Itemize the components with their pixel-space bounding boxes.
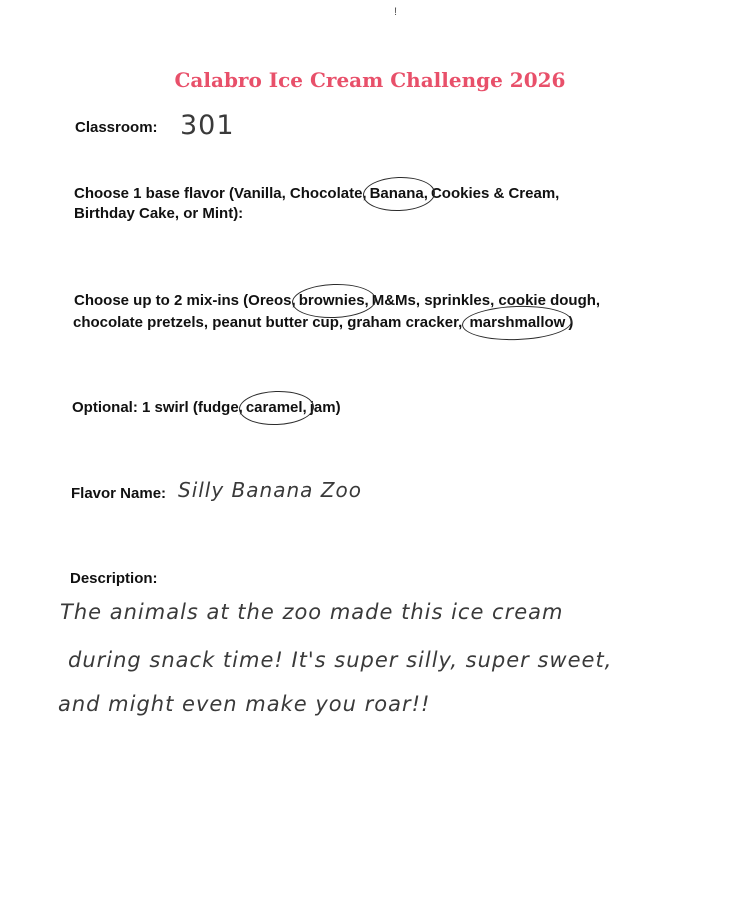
description-line-3: and might even make you roar!! bbox=[58, 692, 431, 716]
classroom-answer: 301 bbox=[180, 110, 235, 141]
page-title: Calabro Ice Cream Challenge 2026 bbox=[174, 68, 566, 92]
stray-mark: ! bbox=[394, 6, 398, 18]
base-flavor-line-2: Birthday Cake, or Mint): bbox=[74, 205, 244, 222]
base-flavor-prompt-start: Choose 1 base flavor (Vanilla, Chocolate, bbox=[74, 185, 367, 202]
swirl-line bbox=[72, 397, 341, 419]
base-flavor-selected: Banana, bbox=[367, 183, 431, 205]
mix-ins-line-2 bbox=[73, 312, 573, 334]
description-line-1: The animals at the zoo made this ice cream bbox=[60, 600, 564, 624]
base-flavor-line-1 bbox=[74, 183, 559, 205]
mix-ins-line2-end: ) bbox=[568, 314, 574, 331]
mix-ins-line2-start: chocolate pretzels, peanut butter cup, graham cracker, bbox=[73, 314, 463, 331]
base-flavor-prompt-end: Cookies & Cream, bbox=[430, 185, 560, 202]
description-label: Description: bbox=[70, 570, 158, 587]
swirl-prompt-start: Optional: 1 swirl (fudge, bbox=[72, 399, 243, 416]
mix-ins-prompt-start: Choose up to 2 mix-ins (Oreos, bbox=[74, 292, 296, 309]
classroom-label: Classroom: bbox=[75, 119, 158, 136]
mix-ins-selected-2: marshmallow bbox=[466, 312, 568, 334]
mix-ins-prompt-middle: M&Ms, sprinkles, cookie dough, bbox=[371, 292, 601, 309]
flavor-name-label: Flavor Name: bbox=[71, 485, 167, 502]
description-line-2: during snack time! It's super silly, super sweet, bbox=[68, 648, 613, 672]
swirl-selected: caramel, bbox=[243, 397, 310, 419]
mix-ins-selected-1: brownies, bbox=[296, 290, 372, 312]
flavor-name-answer: Silly Banana Zoo bbox=[178, 478, 362, 502]
swirl-prompt-end: jam) bbox=[309, 399, 341, 416]
